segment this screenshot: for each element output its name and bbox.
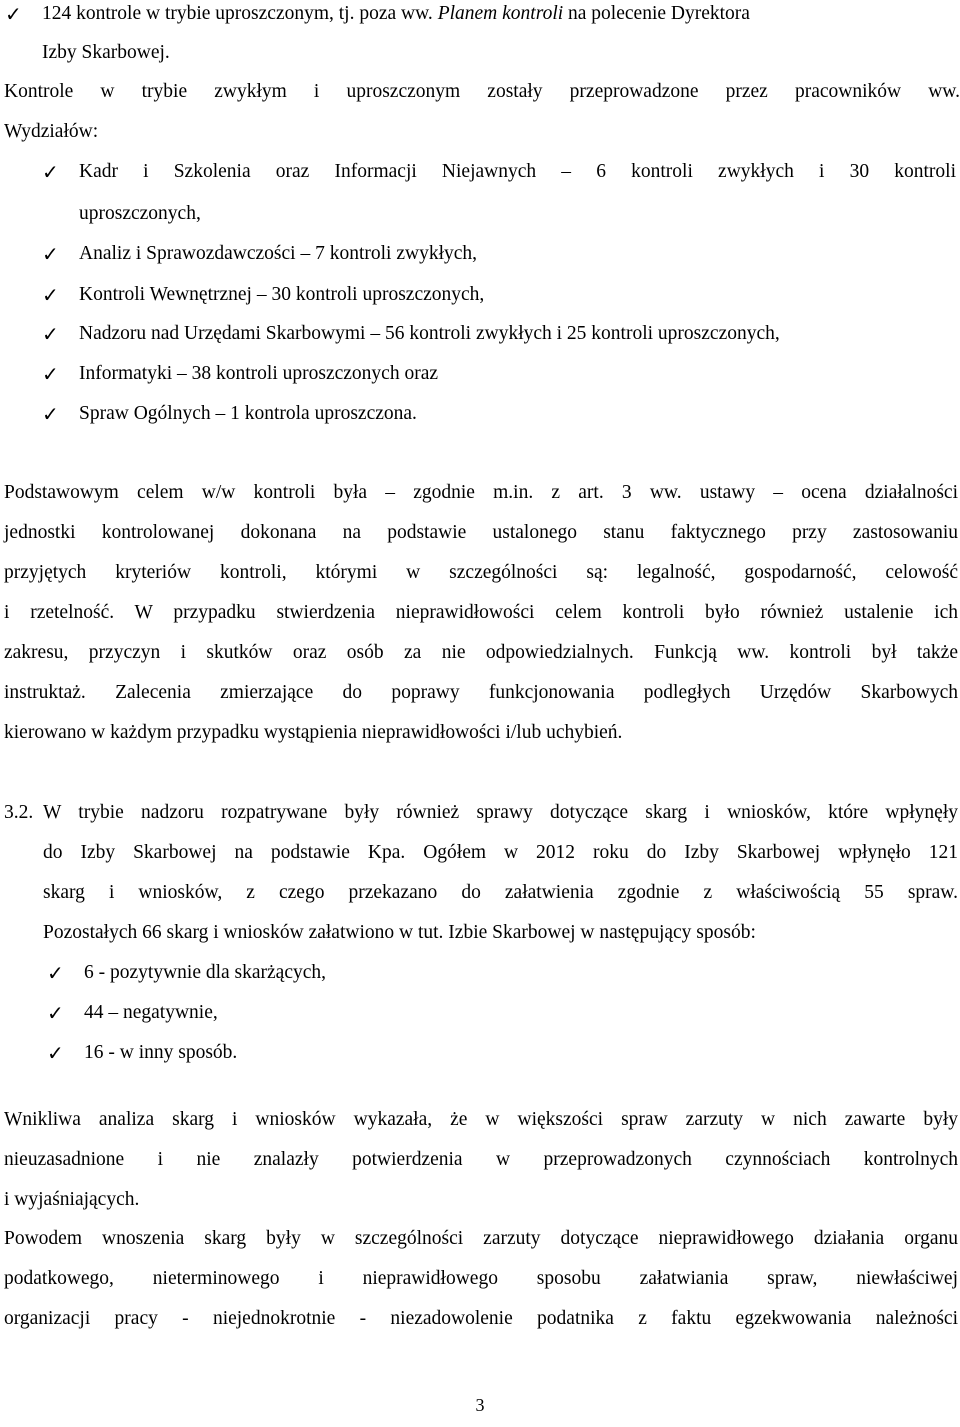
outcome-item-positive: 6 - pozytywnie dla skarżących, <box>84 962 327 983</box>
analysis-line: i wyjaśniających. <box>4 1189 140 1210</box>
page-number: 3 <box>475 1395 485 1415</box>
checkmark-icon: ✓ <box>47 961 64 985</box>
checkmark-icon: ✓ <box>42 322 59 346</box>
section-3-2-line: Pozostałych 66 skarg i wniosków załatwiono w tut. Izbie Skarbowej w następujący sposób: <box>43 922 756 943</box>
department-item-kadr-line-2: uproszczonych, <box>79 203 201 224</box>
department-item-analiz: Analiz i Sprawozdawczości – 7 kontroli zwykłych, <box>79 243 478 264</box>
checkmark-icon: ✓ <box>42 160 59 184</box>
top-item-text-end: na polecenie Dyrektora <box>563 3 750 24</box>
purpose-line: kierowano w każdym przypadku wystąpienia nieprawidłowości i/lub uchybień. <box>4 722 623 743</box>
checkmark-icon: ✓ <box>42 242 59 266</box>
department-item-kontroli: Kontroli Wewnętrznej – 30 kontroli uproszczonych, <box>79 284 485 305</box>
section-number: 3.2. <box>4 802 34 823</box>
reasons-line: Powodem wnoszenia skarg były w szczególności zarzuty dotyczące nieprawidłowego działania organu <box>4 1228 958 1249</box>
intro-line-1: Kontrole w trybie zwykłym i uproszczonym zostały przeprowadzone przez pracowników ww. <box>4 81 960 102</box>
purpose-line: przyjętych kryteriów kontroli, którymi w szczególności są: legalność, gospodarność, celowość <box>4 562 958 583</box>
purpose-line: instruktaż. Zalecenia zmierzające do poprawy funkcjonowania podległych Urzędów Skarbowych <box>4 682 958 703</box>
department-item-kadr-line-1: Kadr i Szkolenia oraz Informacji Niejawnych – 6 kontroli zwykłych i 30 kontroli <box>79 161 956 182</box>
top-item-text: 124 kontrole w trybie uproszczonym, tj. poza ww. <box>42 3 438 24</box>
top-item-line-1 <box>42 2 960 26</box>
section-3-2-line: skarg i wniosków, z czego przekazano do załatwienia zgodnie z właściwością 55 spraw. <box>43 882 958 903</box>
department-item-spraw: Spraw Ogólnych – 1 kontrola uproszczona. <box>79 403 417 424</box>
intro-line-2: Wydziałów: <box>4 121 99 142</box>
checkmark-icon: ✓ <box>42 283 59 307</box>
purpose-line: zakresu, przyczyn i skutków oraz osób za nie odpowiedzialnych. Funkcją ww. kontroli był także <box>4 642 958 663</box>
analysis-line: Wnikliwa analiza skarg i wniosków wykazała, że w większości spraw zarzuty w nich zawarte były <box>4 1109 958 1130</box>
section-3-2-line: do Izby Skarbowej na podstawie Kpa. Ogółem w 2012 roku do Izby Skarbowej wpłynęło 121 <box>43 842 958 863</box>
outcome-item-other: 16 - w inny sposób. <box>84 1042 238 1063</box>
checkmark-icon: ✓ <box>47 1001 64 1025</box>
purpose-line: i rzetelność. W przypadku stwierdzenia nieprawidłowości celem kontroli było również ustalenie ich <box>4 602 958 623</box>
reasons-line: podatkowego, nieterminowego i nieprawidłowego sposobu załatwiania spraw, niewłaściwej <box>4 1268 958 1289</box>
top-item-line-2: Izby Skarbowej. <box>42 42 170 63</box>
purpose-line: jednostki kontrolowanej dokonana na podstawie ustalonego stanu faktycznego przy zastosowaniu <box>4 522 958 543</box>
analysis-line: nieuzasadnione i nie znalazły potwierdzenia w przeprowadzonych czynnościach kontrolnych <box>4 1149 958 1170</box>
purpose-line: Podstawowym celem w/w kontroli była – zgodnie m.in. z art. 3 ww. ustawy – ocena działalności <box>4 482 958 503</box>
plan-kontroli-italic: Planem kontroli <box>437 3 564 24</box>
department-item-nadzoru: Nadzoru nad Urzędami Skarbowymi – 56 kontroli zwykłych i 25 kontroli uproszczonych, <box>79 323 780 344</box>
reasons-line: organizacji pracy - niejednokrotnie - niezadowolenie podatnika z faktu egzekwowania należności <box>4 1308 958 1329</box>
department-item-informatyki: Informatyki – 38 kontroli uproszczonych oraz <box>79 363 439 384</box>
section-3-2-line: W trybie nadzoru rozpatrywane były również sprawy dotyczące skarg i wniosków, które wpłynęły <box>43 802 958 823</box>
checkmark-icon: ✓ <box>47 1041 64 1065</box>
checkmark-icon: ✓ <box>42 362 59 386</box>
checkmark-icon: ✓ <box>5 2 22 26</box>
outcome-item-negative: 44 – negatywnie, <box>84 1002 218 1023</box>
checkmark-icon: ✓ <box>42 402 59 426</box>
